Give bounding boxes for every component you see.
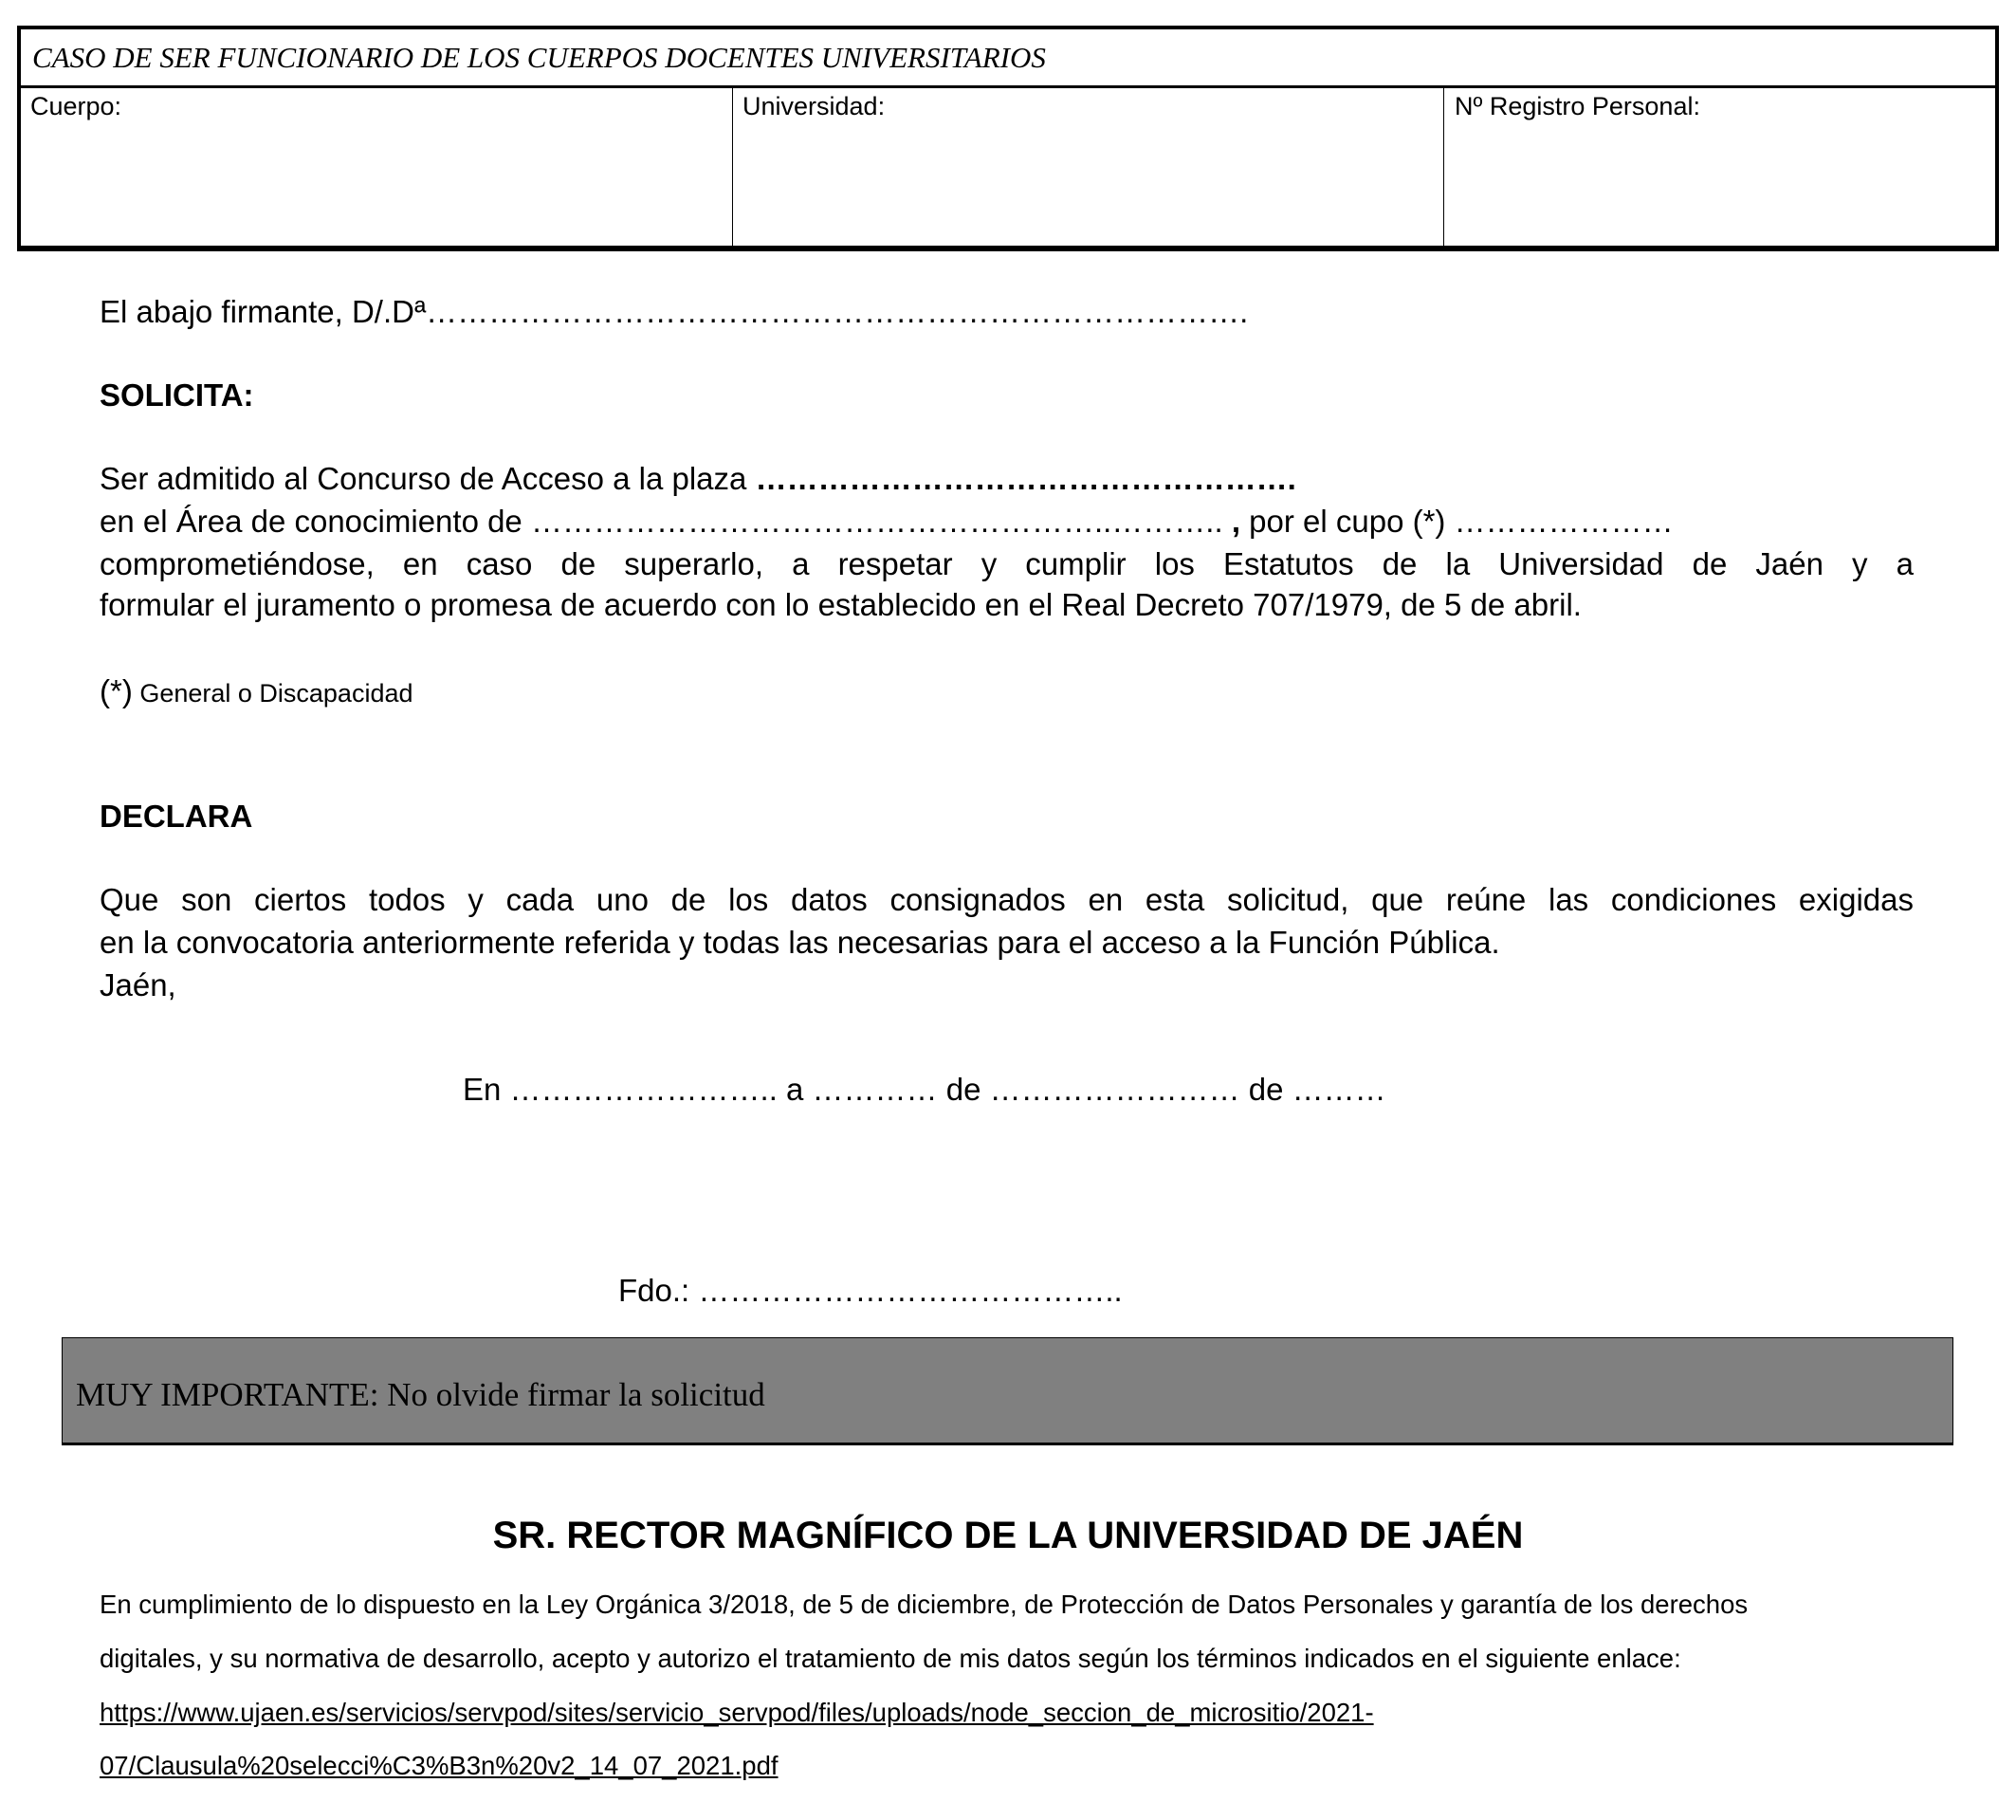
declara-line-1: Que son ciertos todos y cada uno de los datos consignados en esta solicitud, que reúne las condiciones exigidas bbox=[100, 882, 1914, 917]
plaza-text: Ser admitido al Concurso de Acceso a la plaza bbox=[100, 461, 756, 496]
signature-line: Fdo.: ………………………………….. bbox=[618, 1273, 1123, 1308]
solicita-line-3: comprometiéndose, en caso de superarlo, a respetar y cumplir los Estatutos de la Universidad de Jaén y a bbox=[100, 546, 1914, 581]
comma: , bbox=[1231, 504, 1250, 539]
addressee-heading: SR. RECTOR MAGNÍFICO DE LA UNIVERSIDAD DE JAÉN bbox=[492, 1515, 1524, 1556]
footnote-text: General o Discapacidad bbox=[132, 679, 413, 708]
notice-text: MUY IMPORTANTE: No olvide firmar la solicitud bbox=[76, 1376, 765, 1413]
cupo-text: por el cupo (*) ………………… bbox=[1249, 504, 1674, 539]
date-line: En …………………….. a ………… de …………………… de ……… bbox=[463, 1072, 1386, 1107]
civil-servant-table bbox=[17, 26, 1999, 251]
privacy-link-line-1[interactable]: https://www.ujaen.es/servicios/servpod/sites/servicio_servpod/files/uploads/node_seccion_de_micrositio/2021- bbox=[100, 1698, 1374, 1727]
universidad-field[interactable] bbox=[733, 88, 1444, 246]
footnote-mark: (*) bbox=[100, 673, 133, 708]
registro-personal-label: Nº Registro Personal: bbox=[1455, 92, 1700, 120]
privacy-link-line-2[interactable]: 07/Clausula%20selecci%C3%B3n%20v2_14_07_2021.pdf bbox=[100, 1751, 779, 1780]
area-text: en el Área de conocimiento de ………………………………………………..……….. bbox=[100, 504, 1232, 539]
cuerpo-label: Cuerpo: bbox=[30, 92, 122, 120]
solicita-line-4: formular el juramento o promesa de acuerdo con lo establecido en el Real Decreto 707/1979, de 5 de abril. bbox=[100, 587, 1582, 622]
solicita-heading: SOLICITA: bbox=[100, 377, 254, 413]
important-notice bbox=[62, 1337, 1953, 1445]
privacy-line-2: digitales, y su normativa de desarrollo, acepto y autorizo el tratamiento de mis datos según los términos indicados en el siguiente enlace: bbox=[100, 1644, 1681, 1673]
table-title: CASO DE SER FUNCIONARIO DE LOS CUERPOS DOCENTES UNIVERSITARIOS bbox=[32, 41, 1046, 74]
cuerpo-field[interactable] bbox=[21, 88, 733, 246]
solicita-line-2 bbox=[100, 504, 1674, 540]
footnote bbox=[100, 673, 413, 709]
registro-personal-field[interactable] bbox=[1445, 88, 1995, 246]
privacy-line-1: En cumplimiento de lo dispuesto en la Ley Orgánica 3/2018, de 5 de diciembre, de Protección de Datos Personales y garantía de los derechos bbox=[100, 1590, 1749, 1619]
declara-heading: DECLARA bbox=[100, 799, 253, 834]
universidad-label: Universidad: bbox=[742, 92, 886, 120]
declara-line-3: Jaén, bbox=[100, 967, 176, 1002]
table-header bbox=[21, 29, 1995, 88]
signer-line: El abajo firmante, D/.Dª……………………………………………………………………. bbox=[100, 294, 1249, 329]
plaza-blank: ……………………………………………. bbox=[755, 461, 1296, 496]
solicita-line-1 bbox=[100, 461, 1296, 497]
declara-line-2: en la convocatoria anteriormente referida y todas las necesarias para el acceso a la Función Pública. bbox=[100, 925, 1500, 960]
